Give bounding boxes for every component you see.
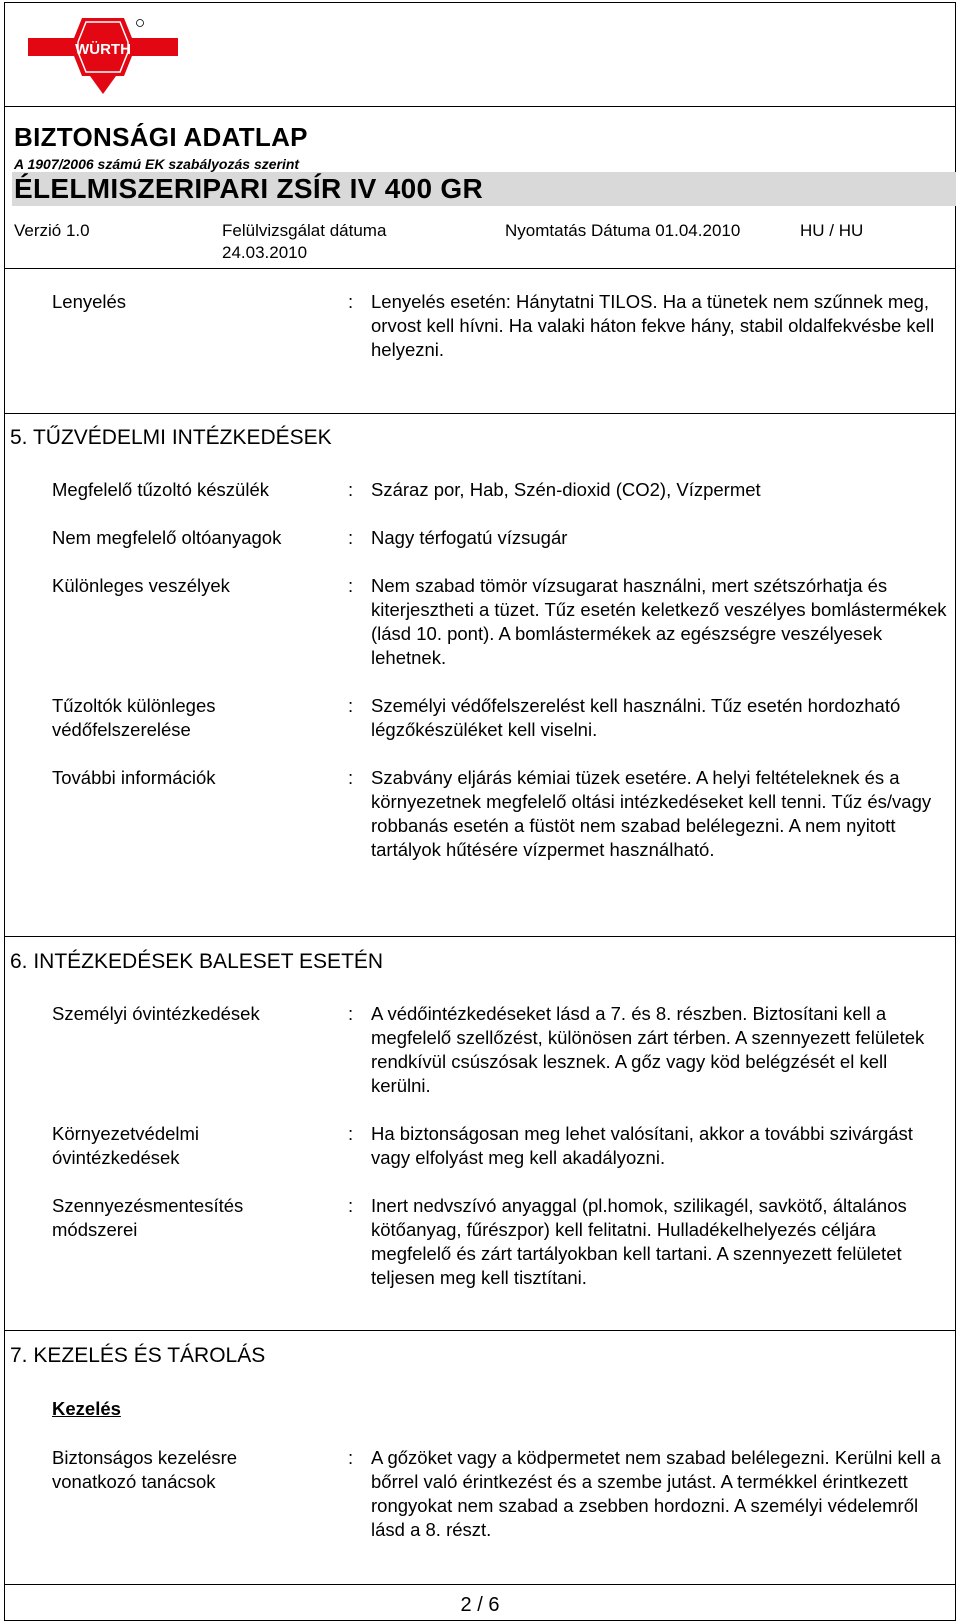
language: HU / HU xyxy=(800,221,864,240)
s5-row-value: Nem szabad tömör vízsugarat használni, mert szétszórhatja és kiterjesztheti a tüzet. Tűz esetén keletkező veszélyes bomlástermékek (lásd 10. pont). A bomlástermékek az egészségre veszélyesek lehetnek. xyxy=(371,575,947,668)
s5-row-value: Nagy térfogatú vízsugár xyxy=(371,527,568,548)
s5-row-label: Megfelelő tűzoltó készülék xyxy=(52,479,269,500)
s5-row-colon: : xyxy=(348,527,354,548)
wurth-logo xyxy=(28,14,178,96)
s5-row-label: Különleges veszélyek xyxy=(52,575,230,596)
s6-row-colon: : xyxy=(348,1123,354,1144)
revision-date: 24.03.2010 xyxy=(222,243,308,262)
s5-row-label: További információk xyxy=(52,767,216,788)
print-date: Nyomtatás Dátuma 01.04.2010 xyxy=(505,221,741,240)
header-divider xyxy=(4,106,956,107)
regulation-text: A 1907/2006 számú EK szabályozás szerint xyxy=(14,156,300,172)
page-number: 2 / 6 xyxy=(460,1594,500,1616)
s6-row-label: Szennyezésmentesítés módszerei xyxy=(52,1195,244,1240)
s5-row-label: Tűzoltók különleges védőfelszerelése xyxy=(52,695,216,740)
ingestion-value: Lenyelés esetén: Hánytatni TILOS. Ha a tünetek nem szűnnek meg, orvost kell hívni. Ha valaki háton fekve hány, stabil oldalfekvésbe kell helyezni. xyxy=(371,291,935,360)
revision-label: Felülvizsgálat dátuma xyxy=(222,221,387,240)
version: Verzió 1.0 xyxy=(14,221,90,240)
meta-divider xyxy=(4,268,956,269)
section-7-title: 7. KEZELÉS ÉS TÁROLÁS xyxy=(10,1344,266,1367)
s6-row-value: Inert nedvszívó anyaggal (pl.homok, szilikagél, savkötő, általános kötőanyag, fűrészpor) kell felitatni. Hulladékelhelyezés céljára megfelelő és zárt tartályokban kell tartani. A szennyezett felületet teljesen meg kell tisztítani. xyxy=(371,1195,907,1288)
s5-row-colon: : xyxy=(348,695,354,716)
s6-row-label: Személyi óvintézkedések xyxy=(52,1003,260,1024)
svg-text:WÜRTH: WÜRTH xyxy=(75,41,131,58)
s6-row-label: Környezetvédelmi óvintézkedések xyxy=(52,1123,200,1168)
s6-row-colon: : xyxy=(348,1003,354,1024)
section-divider xyxy=(4,1330,956,1331)
ingestion-colon: : xyxy=(348,291,354,312)
s6-row-value: Ha biztonságosan meg lehet valósítani, akkor a további szivárgást vagy elfolyást meg kell akadályozni. xyxy=(371,1123,913,1168)
footer-divider xyxy=(4,1584,956,1585)
s5-row-colon: : xyxy=(348,575,354,596)
handling-subheading: Kezelés xyxy=(52,1398,121,1419)
s5-row-colon: : xyxy=(348,479,354,500)
document-title: BIZTONSÁGI ADATLAP xyxy=(14,122,308,152)
s6-row-colon: : xyxy=(348,1195,354,1216)
s7-row-colon: : xyxy=(348,1447,354,1468)
product-name: ÉLELMISZERIPARI ZSÍR IV 400 GR xyxy=(14,173,484,204)
section-divider xyxy=(4,413,956,414)
s7-row-label: Biztonságos kezelésre vonatkozó tanácsok xyxy=(52,1447,238,1492)
s5-row-value: Száraz por, Hab, Szén-dioxid (CO2), Vízpermet xyxy=(371,479,761,500)
s5-row-colon: : xyxy=(348,767,354,788)
s7-row-value: A gőzöket vagy a ködpermetet nem szabad belélegezni. Kerülni kell a bőrrel való érintkezést és a szembe jutást. A termékkel érintkezett rongyokat nem szabad a zsebben hordozni. A személyi védelemről lásd a 8. részt. xyxy=(371,1447,941,1540)
s5-row-value: Személyi védőfelszerelést kell használni. Tűz esetén hordozható légzőkészüléket kell viselni. xyxy=(371,695,901,740)
s6-row-value: A védőintézkedéseket lásd a 7. és 8. részben. Biztosítani kell a megfelelő szellőzést, különösen zárt térben. A szennyezett felületek rendkívül csúszósak lesznek. A gőz vagy köd belégzését el kell kerülni. xyxy=(371,1003,925,1096)
section-6-title: 6. INTÉZKEDÉSEK BALESET ESETÉN xyxy=(10,950,384,973)
section-5-title: 5. TŰZVÉDELMI INTÉZKEDÉSEK xyxy=(10,426,332,449)
s5-row-value: Szabvány eljárás kémiai tüzek esetére. A helyi feltételeknek és a környezetnek megfelelő oltási intézkedéseket kell tenni. Tűz és/vagy robbanás esetén a füstöt nem szabad belélegezni. A nem nyitott tartályok hűtésére vízpermet használható. xyxy=(371,767,932,860)
s5-row-label: Nem megfelelő oltóanyagok xyxy=(52,527,282,548)
section-divider xyxy=(4,936,956,937)
ingestion-label: Lenyelés xyxy=(52,291,127,312)
